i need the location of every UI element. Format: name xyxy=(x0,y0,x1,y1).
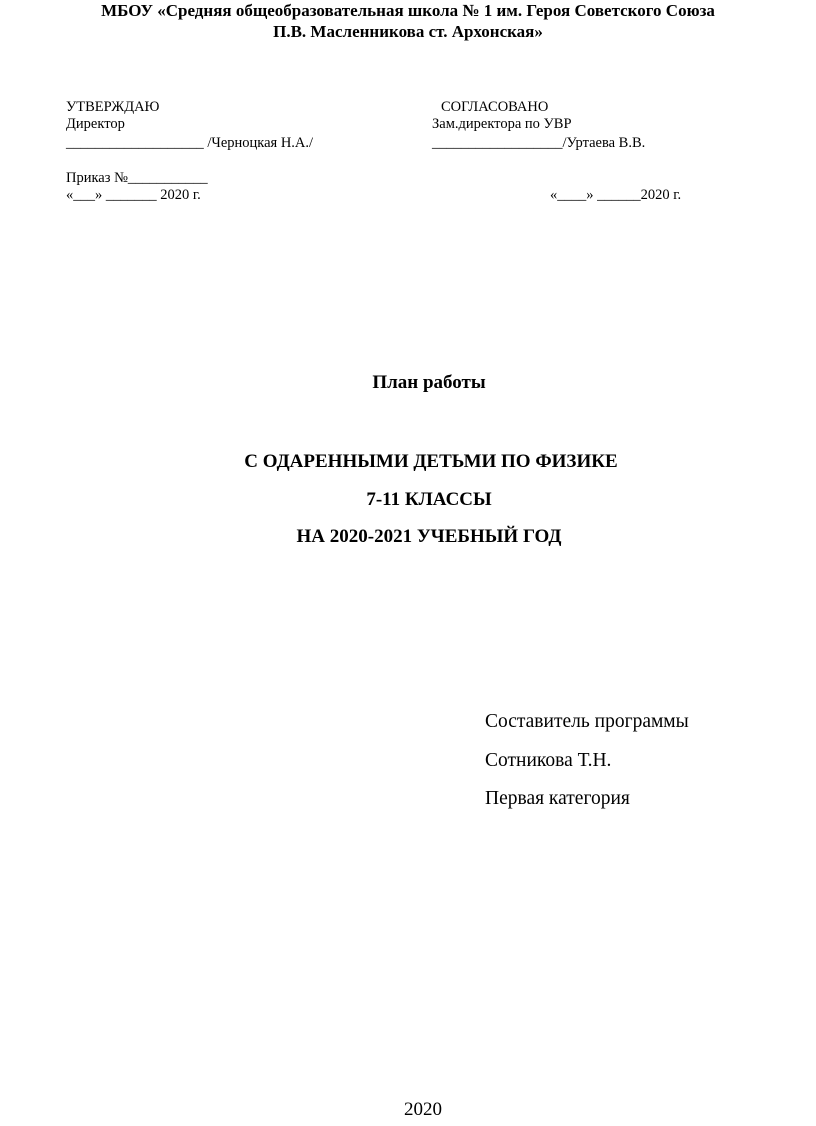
approve-date: «___» _______ 2020 г. xyxy=(66,187,201,203)
plan-subtitle-subject: С ОДАРЕННЫМИ ДЕТЬМИ ПО ФИЗИКЕ xyxy=(244,451,618,472)
school-name-line-1: МБОУ «Средняя общеобразовательная школа № 1 им. Героя Советского Союза xyxy=(101,1,715,20)
school-name-line-2: П.В. Масленникова ст. Архонская» xyxy=(273,22,543,41)
plan-subtitle-grades: 7-11 КЛАССЫ xyxy=(366,489,492,510)
approve-signature-line: ___________________ /Черноцкая Н.А./ xyxy=(66,135,314,151)
author-label: Составитель программы xyxy=(485,711,689,732)
plan-title: План работы xyxy=(372,372,486,393)
author-category: Первая категория xyxy=(485,788,630,809)
approve-order: Приказ №___________ xyxy=(66,170,208,186)
plan-subtitle-year: НА 2020-2021 УЧЕБНЫЙ ГОД xyxy=(296,526,562,547)
approve-position: Директор xyxy=(66,116,125,132)
agree-title: СОГЛАСОВАНО xyxy=(441,99,549,115)
agree-date: «____» ______2020 г. xyxy=(550,187,682,203)
approve-title: УТВЕРЖДАЮ xyxy=(66,99,160,115)
footer-year: 2020 xyxy=(404,1099,442,1120)
author-name: Сотникова Т.Н. xyxy=(485,750,612,771)
agree-position: Зам.директора по УВР xyxy=(432,116,572,132)
agree-signature-line: __________________/Уртаева В.В. xyxy=(432,135,646,151)
